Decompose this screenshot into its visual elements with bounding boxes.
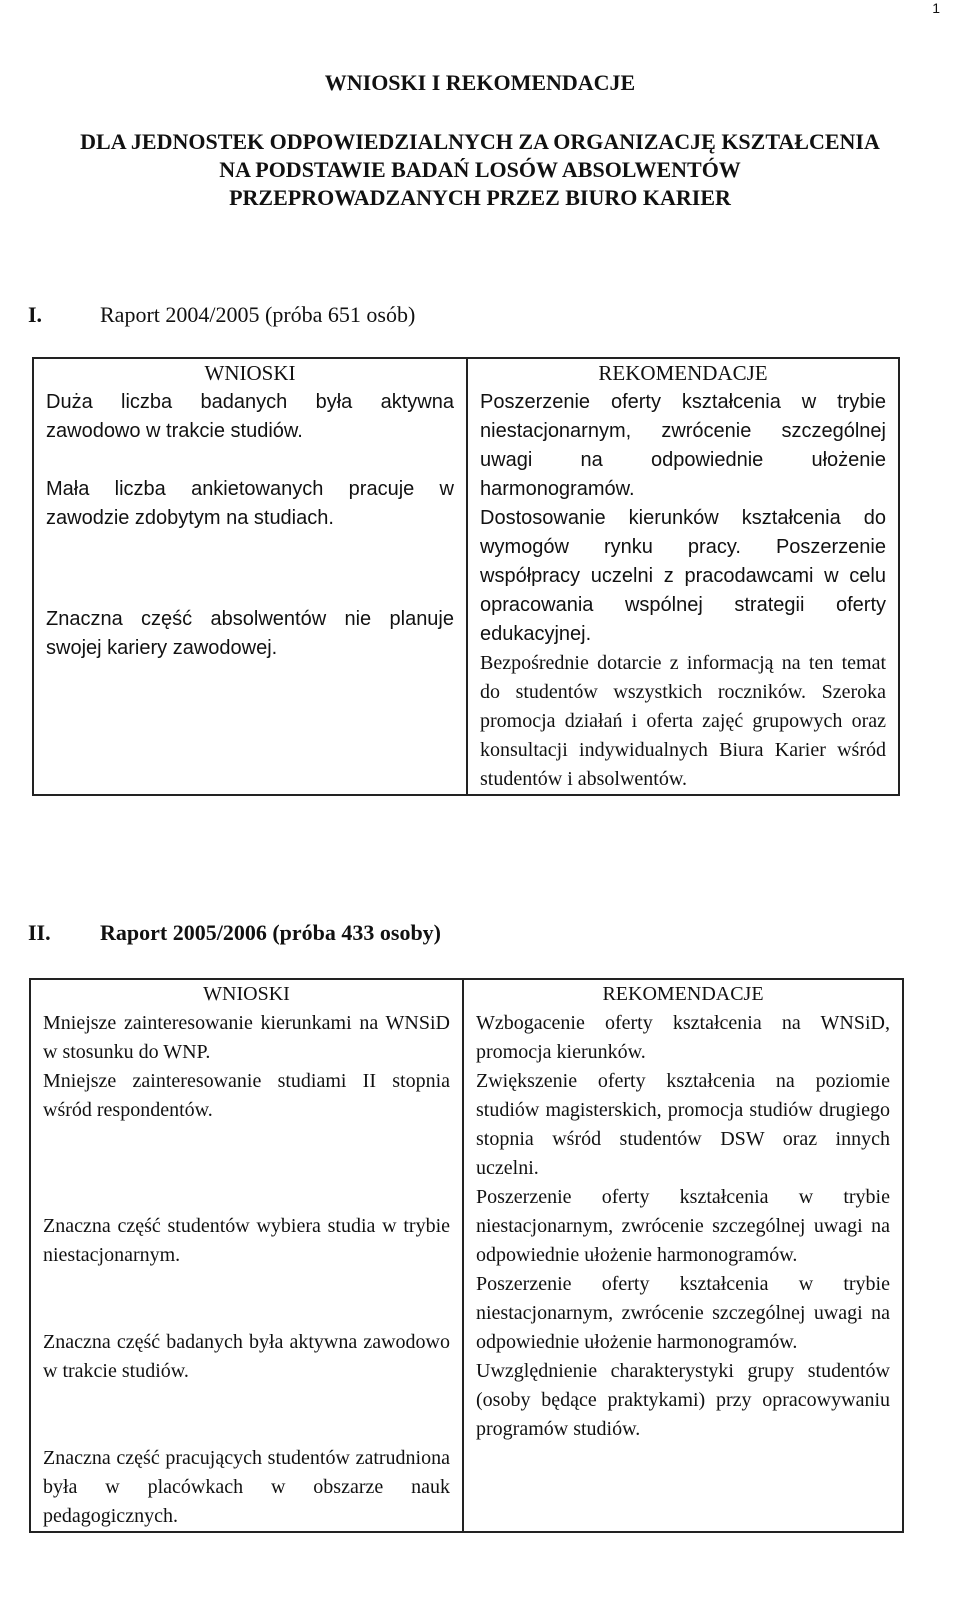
section-1-table bbox=[32, 357, 900, 796]
rekomendacja-item: Zwiększenie oferty kształcenia na poziomie studiów magisterskich, promocja studiów drugiego stopnia wśród studentów DSW oraz innych uczelni. bbox=[476, 1070, 890, 1179]
wnioski-header: WNIOSKI bbox=[203, 983, 290, 1005]
rekomendacja-item: Poszerzenie oferty kształcenia w trybie niestacjonarnym, zwrócenie szczególnej uwagi na odpowiednie ułożenie harmonogramów. bbox=[476, 1186, 890, 1266]
wniosek-item: Mała liczba ankietowanych pracuje w zawodzie zdobytym na studiach. bbox=[46, 478, 454, 529]
wniosek-item: Mniejsze zainteresowanie studiami II stopnia wśród respondentów. bbox=[43, 1070, 450, 1121]
subtitle-line: PRZEPROWADZANYCH PRZEZ BIURO KARIER bbox=[229, 185, 731, 210]
section-2-table bbox=[29, 978, 904, 1533]
wniosek-item: Mniejsze zainteresowanie kierunkami na WNSiD w stosunku do WNP. bbox=[43, 1012, 450, 1063]
subtitle-line: DLA JEDNOSTEK ODPOWIEDZIALNYCH ZA ORGANIZACJĘ KSZTAŁCENIA bbox=[80, 129, 880, 154]
rekomendacja-item: Uwzględnienie charakterystyki grupy studentów (osoby będące praktykami) przy opracowywaniu programów studiów. bbox=[476, 1360, 890, 1440]
rekomendacje-header: REKOMENDACJE bbox=[598, 361, 768, 385]
rekomendacje-cell bbox=[463, 979, 903, 1532]
page-number: 1 bbox=[932, 0, 940, 16]
section-2-title: Raport 2005/2006 (próba 433 osoby) bbox=[100, 920, 442, 945]
section-1-heading bbox=[28, 302, 415, 328]
wniosek-item: Znaczna część absolwentów nie planuje swojej kariery zawodowej. bbox=[46, 608, 454, 659]
table-row bbox=[30, 979, 903, 1532]
wniosek-item: Znaczna część pracujących studentów zatrudniona była w placówkach w obszarze nauk pedagogicznych. bbox=[43, 1447, 450, 1527]
wniosek-item: Znaczna część studentów wybiera studia w trybie niestacjonarnym. bbox=[43, 1215, 450, 1266]
rekomendacja-item: Bezpośrednie dotarcie z informacją na ten temat do studentów wszystkich roczników. Szeroka promocja działań i oferta zajęć grupowych oraz konsultacji indywidualnych Biura Karier wśród studentów i absolwentów. bbox=[480, 652, 886, 790]
section-2-heading bbox=[28, 920, 441, 946]
section-1-title: Raport 2004/2005 (próba 651 osób) bbox=[100, 302, 416, 327]
subtitle-line: NA PODSTAWIE BADAŃ LOSÓW ABSOLWENTÓW bbox=[219, 157, 741, 182]
section-1-number: I. bbox=[28, 302, 43, 327]
rekomendacja-item: Dostosowanie kierunków kształcenia do wymogów rynku pracy. Poszerzenie współpracy uczelni z pracodawcami w celu opracowania wspólnej strategii oferty edukacyjnej. bbox=[480, 507, 886, 645]
document-subtitle bbox=[0, 128, 960, 212]
wnioski-cell bbox=[30, 979, 463, 1532]
rekomendacja-item: Poszerzenie oferty kształcenia w trybie niestacjonarnym, zwrócenie szczególnej uwagi na odpowiednie ułożenie harmonogramów. bbox=[480, 391, 886, 500]
wnioski-cell bbox=[33, 358, 467, 795]
rekomendacje-header: REKOMENDACJE bbox=[602, 983, 764, 1005]
rekomendacje-cell bbox=[467, 358, 899, 795]
wnioski-header: WNIOSKI bbox=[204, 361, 296, 385]
table-row bbox=[33, 358, 899, 795]
wniosek-item: Znaczna część badanych była aktywna zawodowo w trakcie studiów. bbox=[43, 1331, 450, 1382]
rekomendacja-item: Wzbogacenie oferty kształcenia na WNSiD, promocja kierunków. bbox=[476, 1012, 890, 1063]
document-title: WNIOSKI I REKOMENDACJE bbox=[324, 70, 636, 95]
section-2-number: II. bbox=[28, 920, 51, 945]
wniosek-item: Duża liczba badanych była aktywna zawodowo w trakcie studiów. bbox=[46, 391, 454, 442]
rekomendacja-item: Poszerzenie oferty kształcenia w trybie niestacjonarnym, zwrócenie szczególnej uwagi na odpowiednie ułożenie harmonogramów. bbox=[476, 1273, 890, 1353]
